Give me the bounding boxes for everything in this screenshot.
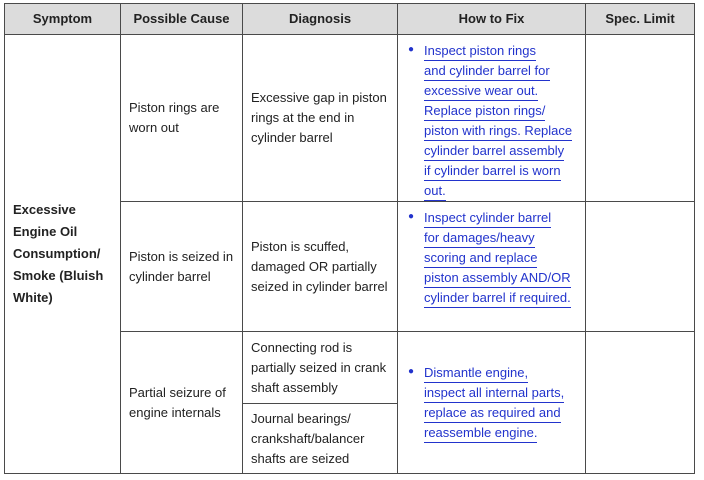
fix-line[interactable]: for damages/heavy [424,228,535,248]
fix-line[interactable]: cylinder barrel if required. [424,288,571,308]
symptom-cell [5,35,121,474]
diagnosis-line: cylinder barrel [251,130,333,145]
table-row [5,35,695,202]
symptom-line: Engine Oil [13,224,78,239]
fix-line[interactable]: piston with rings. Replace [424,121,572,141]
header-symptom: Symptom [5,4,121,35]
fix-line[interactable]: ● Dismantle engine, [424,363,528,383]
symptom-line: Consumption/ [13,246,101,261]
diagnosis-line: damaged OR partially [251,258,377,274]
diagnosis-line: Piston is scuffed, [251,238,350,254]
fix-line[interactable]: out. [424,181,446,201]
fix-link[interactable] [406,208,577,308]
fix-cell [398,332,586,474]
fix-line[interactable]: Replace piston rings/ [424,101,545,121]
diagnosis-line: crankshaft/balancer [251,430,365,446]
diagnosis-line: partially seized in crank [251,359,387,375]
diagnosis-line: Connecting rod is [251,339,353,355]
fix-line[interactable]: scoring and replace [424,248,537,268]
symptom-line: Excessive [13,202,76,217]
fix-line[interactable]: cylinder barrel assembly [424,141,564,161]
fix-line[interactable]: if cylinder barrel is worn [424,161,561,181]
fix-line[interactable]: inspect all internal parts, [424,383,564,403]
header-spec-limit: Spec. Limit [586,4,695,35]
cause-line: Piston is seized in [129,248,234,264]
diagnosis-line: Journal bearings/ [251,410,351,426]
diagnosis-cell [243,404,398,474]
header-row [5,4,695,35]
fix-line[interactable]: excessive wear out. [424,81,538,101]
symptom-line: White) [13,290,53,305]
diagnosis-line: seized in cylinder barrel [251,278,388,294]
fix-line[interactable]: reassemble engine. [424,423,537,443]
cause-line: Piston rings are [129,100,220,115]
cause-cell [121,332,243,474]
header-possible-cause: Possible Cause [121,4,243,35]
cause-line: Partial seizure of [129,384,226,400]
diagnosis-line: Excessive gap in piston [251,90,387,105]
troubleshooting-table [4,3,695,474]
diagnosis-line: shaft assembly [251,379,338,395]
header-how-to-fix: How to Fix [398,4,586,35]
fix-cell [398,202,586,332]
spec-limit-cell [586,332,695,474]
fix-cell [398,35,586,202]
diagnosis-cell [243,332,398,404]
cause-line: engine internals [129,404,221,420]
fix-line[interactable]: ● Inspect cylinder barrel [424,208,551,228]
fix-link[interactable] [406,41,577,201]
spec-limit-cell [586,35,695,202]
diagnosis-line: rings at the end in [251,110,355,125]
diagnosis-line: shafts are seized [251,450,350,466]
symptom-line: Smoke (Bluish [13,268,104,283]
fix-line[interactable]: ● Inspect piston rings [424,41,536,61]
fix-line[interactable]: replace as required and [424,403,561,423]
cause-line: worn out [129,120,179,135]
header-diagnosis: Diagnosis [243,4,398,35]
diagnosis-cell [243,202,398,332]
fix-line[interactable]: and cylinder barrel for [424,61,550,81]
fix-link[interactable] [406,363,577,443]
cause-cell [121,202,243,332]
cause-line: cylinder barrel [129,268,211,284]
fix-line[interactable]: piston assembly AND/OR [424,268,571,288]
cause-cell [121,35,243,202]
diagnosis-cell [243,35,398,202]
spec-limit-cell [586,202,695,332]
